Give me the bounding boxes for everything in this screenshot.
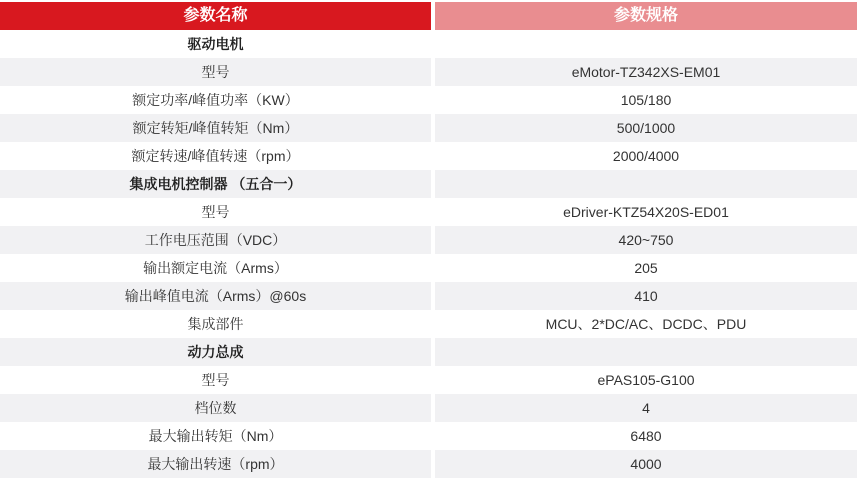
param-name-cell: 集成部件 <box>187 316 244 332</box>
header-parameter-name: 参数名称 <box>0 2 431 30</box>
table-row <box>0 86 857 114</box>
table-header-row <box>0 2 857 30</box>
param-name-cell: 动力总成 <box>0 338 431 366</box>
param-name-cell: 型号 <box>201 372 230 388</box>
table-row <box>0 282 857 310</box>
param-spec-cell: eDriver-KTZ54X20S-ED01 <box>563 204 729 220</box>
param-spec-cell: 410 <box>435 282 857 310</box>
table-row <box>0 142 857 170</box>
param-name-cell: 输出峰值电流（Arms）@60s <box>0 282 431 310</box>
param-spec-cell: 205 <box>634 260 658 276</box>
param-spec-cell <box>435 30 857 58</box>
param-name-cell: 额定转速/峰值转速（rpm） <box>131 148 300 164</box>
param-name-cell: 最大输出转矩（Nm） <box>148 428 283 444</box>
param-spec-cell: 2000/4000 <box>612 148 680 164</box>
table-body <box>0 30 857 478</box>
table-row <box>0 310 857 338</box>
param-spec-cell: 105/180 <box>620 92 672 108</box>
param-spec-cell: 4 <box>435 394 857 422</box>
section-row <box>0 338 857 366</box>
param-spec-cell <box>435 170 857 198</box>
table-row <box>0 366 857 394</box>
table-row <box>0 254 857 282</box>
param-name-cell: 工作电压范围（VDC） <box>0 226 431 254</box>
param-name-cell: 输出额定电流（Arms） <box>143 260 288 276</box>
table-row <box>0 450 857 478</box>
table-row <box>0 58 857 86</box>
table-row <box>0 198 857 226</box>
param-spec-cell <box>435 338 857 366</box>
table-row <box>0 114 857 142</box>
header-parameter-spec: 参数规格 <box>435 2 857 30</box>
param-name-cell: 额定转矩/峰值转矩（Nm） <box>0 114 431 142</box>
param-name-cell: 驱动电机 <box>187 36 244 52</box>
section-row <box>0 30 857 58</box>
param-spec-cell: ePAS105-G100 <box>597 372 695 388</box>
param-spec-cell: 500/1000 <box>435 114 857 142</box>
param-spec-cell: eMotor-TZ342XS-EM01 <box>435 58 857 86</box>
table-row <box>0 226 857 254</box>
table-row <box>0 394 857 422</box>
param-spec-cell: 4000 <box>435 450 857 478</box>
param-name-cell: 额定功率/峰值功率（KW） <box>132 92 299 108</box>
param-name-cell: 型号 <box>201 204 230 220</box>
table-row <box>0 422 857 450</box>
section-row <box>0 170 857 198</box>
param-spec-cell: MCU、2*DC/AC、DCDC、PDU <box>545 316 747 332</box>
param-spec-cell: 6480 <box>630 428 662 444</box>
param-name-cell: 档位数 <box>0 394 431 422</box>
param-name-cell: 最大输出转速（rpm） <box>0 450 431 478</box>
param-spec-cell: 420~750 <box>435 226 857 254</box>
param-name-cell: 集成电机控制器 （五合一） <box>0 170 431 198</box>
param-name-cell: 型号 <box>0 58 431 86</box>
